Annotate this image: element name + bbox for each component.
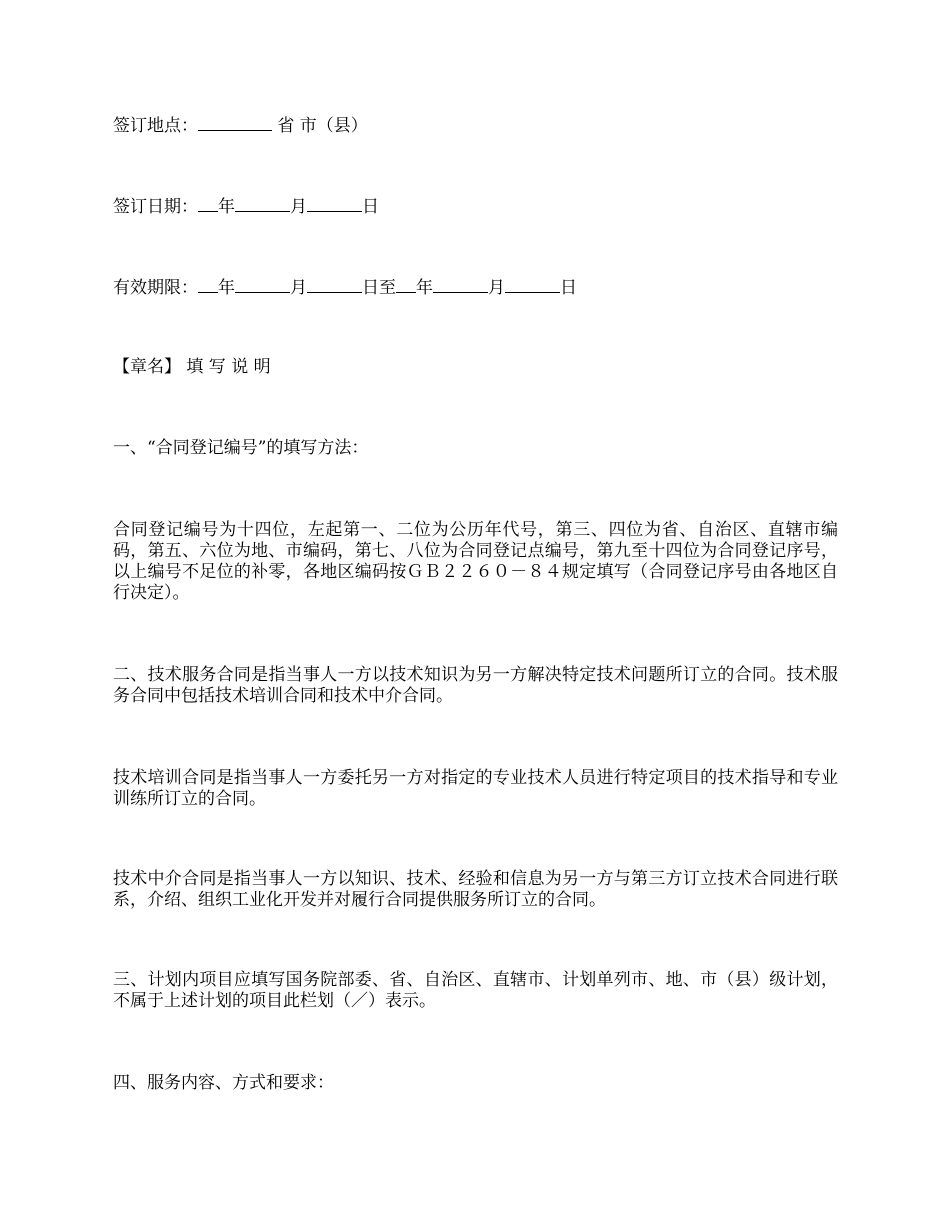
day-unit: 日 <box>362 197 379 217</box>
section-1-heading: 一、“合同登记编号”的填写方法： <box>113 438 369 458</box>
validity-start-day-blank[interactable] <box>307 276 362 293</box>
year-unit: 年 <box>416 278 433 298</box>
month-unit: 月 <box>290 278 307 298</box>
signing-place-line <box>113 114 843 137</box>
section-2-training: 技术培训合同是指当事人一方委托另一方对指定的专业技术人员进行特定项目的技术指导和专业训练所订立的合同。 <box>113 768 838 809</box>
section-2-intermediary: 技术中介合同是指当事人一方以知识、技术、经验和信息为另一方与第三方订立技术合同进行联系，介绍、组织工业化开发并对履行合同提供服务所订立的合同。 <box>113 869 838 910</box>
date-month-blank[interactable] <box>235 195 290 212</box>
month-unit: 月 <box>290 197 307 217</box>
validity-line <box>113 276 843 299</box>
validity-end-year-blank[interactable] <box>396 276 416 293</box>
validity-end-month-blank[interactable] <box>433 276 488 293</box>
chapter-title: 【章名】 填 写 说 明 <box>113 357 271 377</box>
month-unit: 月 <box>488 278 505 298</box>
signing-place-blank[interactable] <box>198 114 272 131</box>
section-1-body: 合同登记编号为十四位，左起第一、二位为公历年代号，第三、四位为省、自治区、直辖市编码，第五、六位为地、市编码，第七、八位为合同登记点编号，第九至十四位为合同登记序号，以上编号不足位的补零，各地区编码按ＧＢ２２６０－８４规定填写（合同登记序号由各地区自行决定）。 <box>113 520 838 603</box>
validity-start-year-blank[interactable] <box>198 276 218 293</box>
validity-to: 至 <box>379 278 396 298</box>
validity-end-day-blank[interactable] <box>505 276 560 293</box>
signing-place-suffix: 省 市（县） <box>277 116 368 136</box>
validity-start-month-blank[interactable] <box>235 276 290 293</box>
year-unit: 年 <box>218 278 235 298</box>
signing-place-label: 签订地点： <box>113 116 198 136</box>
date-year-blank[interactable] <box>198 195 218 212</box>
section-2-body: 二、技术服务合同是指当事人一方以技术知识为另一方解决特定技术问题所订立的合同。技术服务合同中包括技术培训合同和技术中介合同。 <box>113 665 838 706</box>
signing-date-label: 签订日期： <box>113 197 198 217</box>
day-unit: 日 <box>362 278 379 298</box>
date-day-blank[interactable] <box>307 195 362 212</box>
section-4-heading: 四、服务内容、方式和要求： <box>113 1073 334 1093</box>
validity-label: 有效期限： <box>113 278 198 298</box>
section-3-body: 三、计划内项目应填写国务院部委、省、自治区、直辖市、计划单列市、地、市（县）级计划，不属于上述计划的项目此栏划（／）表示。 <box>113 970 838 1011</box>
year-unit: 年 <box>218 197 235 217</box>
signing-date-line <box>113 195 843 218</box>
day-unit: 日 <box>560 278 577 298</box>
